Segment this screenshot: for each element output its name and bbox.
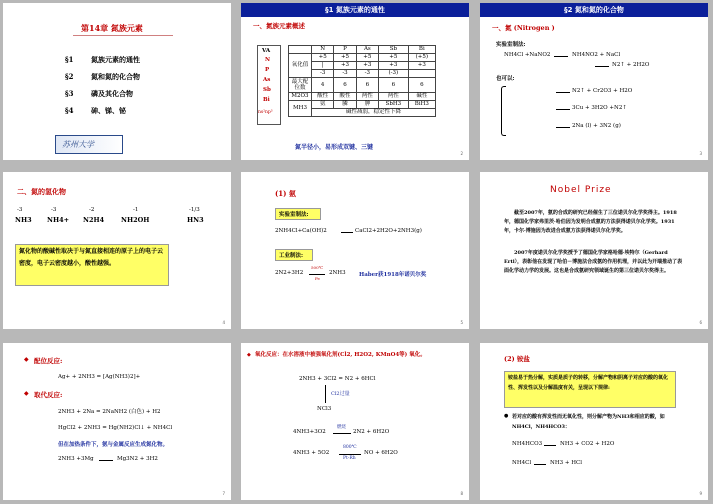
page-number: 6	[699, 320, 702, 325]
nobel-title: Nobel Prize	[550, 185, 612, 195]
equation-3a: 4NH3 + 5O2	[293, 450, 330, 456]
properties-table	[288, 45, 436, 117]
logo-text: 苏州大学	[62, 140, 94, 149]
equation-1a: 2NH4Cl+Ca(OH)2	[275, 228, 327, 234]
slide-9[interactable]	[480, 343, 708, 500]
table-cell: 6	[356, 78, 378, 93]
element-bi: Bi	[263, 97, 270, 103]
table-row	[289, 70, 436, 78]
reaction-arrow	[595, 66, 609, 67]
ox-state: -1	[133, 207, 139, 213]
table-cell: 6	[379, 78, 409, 93]
table-row	[289, 54, 436, 62]
reaction-arrow	[556, 127, 570, 128]
table-header: Sb	[379, 46, 409, 54]
equation-3b: N2↑ + Cr2O3 + H2O	[572, 88, 633, 94]
condition-catalyst: Fe	[315, 276, 320, 281]
equation-1: 2NH3 + 3Cl2 = N2 + 6HCl	[299, 376, 376, 382]
table-cell: 碱性	[408, 93, 435, 101]
reaction-arrow	[556, 109, 570, 110]
industry-method-label: 工业制法:	[279, 253, 304, 259]
slide-1[interactable]	[3, 3, 231, 160]
toc-label-1: 氮族元素的通性	[91, 55, 140, 64]
table-row	[289, 78, 436, 93]
temp-condition: 800℃	[343, 445, 357, 450]
footer-note: 氮半径小，易形成双键、三键	[295, 144, 374, 151]
industry-label-box	[275, 249, 313, 261]
table-cell: -3	[312, 70, 334, 78]
element-n: N	[265, 57, 271, 63]
nobel-paragraph-2: 2007年度诺贝尔化学奖授予了德国化学家格哈德·埃特尔（Gerhard Ertl），表彰他在发现了哈伯－博施法合成氨的作用机理，并以此为开端推动了表面化学动力学的发展。这也是合成氨研究领域诞生的第三位诺贝尔奖得主。	[504, 250, 683, 274]
table-cell: SbH3	[379, 101, 409, 109]
reaction-arrow	[333, 433, 351, 434]
slide-3[interactable]	[480, 3, 708, 160]
group-column	[257, 45, 281, 125]
equation-1a: NH4Cl +NaNO2	[504, 52, 551, 58]
table-cell: +5	[356, 54, 378, 62]
table-cell: +3	[356, 62, 378, 70]
title-underline	[73, 35, 173, 36]
page-number: 8	[460, 491, 463, 496]
table-row	[289, 62, 436, 70]
equation-1a: NH4HCO3	[512, 441, 543, 447]
lab-method-label: 实验室制法:	[496, 42, 526, 48]
table-cell: 酸性	[334, 93, 356, 101]
page-number: 2	[460, 151, 463, 156]
table-cell: -3	[334, 70, 356, 78]
toc-num-1: §1	[65, 55, 74, 64]
equation-2a: 2N2+3H2	[275, 270, 304, 276]
lab-label-box	[275, 208, 321, 220]
substitution-heading: 取代反应:	[34, 391, 63, 399]
equation-1b: NH3 + CO2 + H2O	[560, 441, 615, 447]
table-cell: 膦	[334, 101, 356, 109]
table-cell: (-3)	[379, 70, 409, 78]
equation-3b: NO + 6H2O	[364, 450, 398, 456]
equation-2b: 2N2 + 6H2O	[353, 429, 390, 435]
page-number: 7	[222, 491, 225, 496]
equation-4a: 2NH3 +3Mg	[58, 456, 94, 462]
haber-note: Haber获1918年诺贝尔奖	[359, 272, 427, 278]
burn-condition: 燃烧	[337, 425, 346, 430]
table-cell: 两性	[356, 93, 378, 101]
table-cell: +3	[379, 62, 409, 70]
reaction-arrow	[309, 274, 325, 275]
rule-1: 若对应的酸有挥发性而无氧化性，则分解产物为NH3和相应的酸，如NH4Cl，NH4HCO3：	[512, 414, 665, 430]
down-arrow	[325, 385, 326, 403]
slide-6[interactable]	[480, 172, 708, 329]
table-header: As	[356, 46, 378, 54]
table-cell: -3	[356, 70, 378, 78]
equation-1b: NH4NO2 + NaCl	[572, 52, 621, 58]
chapter-title: 第14章 氮族元素	[81, 23, 143, 33]
condition-temp: 500℃	[311, 265, 324, 270]
equation-5b: 2Na (l) + 3N2 (g)	[572, 123, 621, 129]
table-cell: 胂	[356, 101, 378, 109]
slide-2[interactable]	[241, 3, 469, 160]
page-number: 4	[222, 320, 225, 325]
section-heading: (2) 铵盐	[504, 355, 530, 363]
reaction-arrow	[534, 464, 546, 465]
section-banner: §2 氮和氮的化合物	[480, 3, 708, 17]
table-row	[289, 101, 436, 109]
equation-4b: Mg3N2 + 3H2	[117, 456, 158, 462]
toc-label-4: 砷、锑、铋	[91, 106, 126, 115]
equation-2a: 4NH3+3O2	[293, 429, 326, 435]
acidity-note-box	[15, 244, 169, 286]
equation-2a: NH4Cl	[512, 460, 532, 466]
table-header: P	[334, 46, 356, 54]
toc-label-2: 氮和氮的化合物	[91, 72, 140, 81]
equation-2b: 2NH3	[329, 270, 346, 276]
oxidation-heading: 氧化反应：在水溶液中被强氧化剂(Cl2, H2O2, KMnO4等) 氧化。	[255, 352, 426, 358]
table-cell: +5	[334, 54, 356, 62]
ox-state: -1/3	[189, 207, 200, 213]
equation-2: 2NH3 + 2Na = 2NaNH2 (白色) + H2	[58, 409, 161, 415]
table-cell: +5	[312, 54, 334, 62]
reaction-arrow	[556, 92, 570, 93]
page-number: 9	[699, 491, 702, 496]
equation-brace	[501, 86, 506, 136]
equation-2: N2↑ + 2H2O	[612, 62, 650, 68]
table-cell: 4	[312, 78, 334, 93]
equation-1b: CaCl2+2H2O+2NH3(g)	[355, 228, 422, 234]
hydride-formula: NH4+	[47, 216, 70, 224]
table-cell: 6	[334, 78, 356, 93]
section-banner: §1 氮族元素的通性	[241, 3, 469, 17]
reaction-arrow	[554, 56, 568, 57]
reaction-arrow	[341, 232, 353, 233]
table-header: Bi	[408, 46, 435, 54]
section-heading: (1) 氨	[275, 189, 296, 198]
table-cell: 碱性减弱，稳定性下降	[312, 109, 436, 117]
acidity-note: 氮化物的酸碱性取决于与氮直接相连的原子上的电子云密度，电子云密度越小，酸性越强。	[19, 248, 164, 267]
ox-state: -3	[17, 207, 23, 213]
section-heading: 二、氮的氢化物	[17, 187, 66, 196]
hydride-formula: NH3	[15, 216, 32, 224]
slide-8[interactable]	[241, 343, 469, 500]
row-label: MH3	[289, 101, 312, 117]
ammonium-note: 铵盐易于热分解，实质是质子的转移，分解产物和阴离子对应的酸的氧化性、挥发性以及分解温度有关，呈现以下规律:	[508, 375, 669, 391]
slide-4[interactable]	[3, 172, 231, 329]
table-cell: 两性	[379, 93, 409, 101]
section-heading: 一、氮族元素概述	[253, 22, 305, 30]
equation-4b: 3Cu + 3H2O +N2↑	[572, 105, 627, 111]
equation-2b: NH3 + HCl	[550, 460, 582, 466]
table-header	[289, 46, 312, 54]
lab-method-label: 实验室制法:	[279, 212, 309, 218]
toc-num-3: §3	[65, 89, 74, 98]
table-cell	[408, 70, 435, 78]
table-cell: +3	[408, 62, 435, 70]
reaction-arrow	[339, 454, 361, 455]
catalyst-condition: Pt-Rh	[343, 456, 356, 461]
excess-chlorine: Cl2过量	[331, 391, 350, 397]
toc-label-3: 磷及其化合物	[91, 89, 133, 98]
heating-note: 但在加热条件下，氨与金属反应生成氮化物。	[58, 442, 169, 448]
element-p: P	[265, 67, 270, 73]
slide-7[interactable]	[3, 343, 231, 500]
table-header-row	[289, 46, 436, 54]
coordination-heading: 配位反应:	[34, 357, 63, 365]
also-label: 也可以:	[496, 76, 515, 82]
element-as: As	[263, 77, 271, 83]
bullet-diamond-icon: ◆	[24, 356, 29, 363]
electron-config: ns²np³	[258, 110, 273, 115]
page-number: 5	[460, 320, 463, 325]
equation-1: Ag+ + 2NH3 = [Ag(NH3)2]+	[58, 374, 141, 380]
table-header: N	[312, 46, 334, 54]
group-label: VA	[262, 48, 271, 54]
page-number: 3	[699, 151, 702, 156]
table-row	[289, 93, 436, 101]
bullet-diamond-icon: ◆	[247, 352, 251, 358]
nobel-paragraph-1: 截至2007年，氨的合成的研究已经催生了三位诺贝尔化学奖得主。1918年，德国化学家弗里茨·哈伯因为发明合成氨的方法获得诺贝尔化学奖。1931年，卡尔·博施因为改进合成氨方法获得诺贝尔化学奖。	[504, 210, 677, 234]
row-label: 最大配位数	[289, 78, 312, 93]
table-cell: |	[312, 62, 334, 70]
reaction-arrow	[99, 460, 113, 461]
row-label: M2O3	[289, 93, 312, 101]
table-cell: 酸性	[312, 93, 334, 101]
equation-3: HgCl2 + 2NH3 = Hg(NH2)Cl↓ + NH4Cl	[58, 425, 173, 431]
bullet-diamond-icon: ◆	[24, 390, 29, 397]
university-logo	[55, 135, 123, 154]
table-row	[289, 109, 436, 117]
table-cell: +3	[334, 62, 356, 70]
hydride-formula: N2H4	[83, 216, 105, 224]
reaction-arrow	[544, 445, 556, 446]
slide-5[interactable]	[241, 172, 469, 329]
table-cell: +5	[379, 54, 409, 62]
ox-state: -3	[51, 207, 57, 213]
bullet-dot-icon: ●	[504, 413, 509, 419]
table-cell: BiH3	[408, 101, 435, 109]
row-label: 氧化值	[289, 54, 312, 78]
section-heading: 一、氮 (Nitrogen )	[492, 24, 555, 32]
toc-num-4: §4	[65, 106, 74, 115]
ncl3-product: NCl3	[317, 406, 332, 412]
hydride-formula: HN3	[187, 216, 204, 224]
ammonium-note-box	[504, 371, 676, 408]
hydride-formula: NH2OH	[121, 216, 150, 224]
element-sb: Sb	[263, 87, 271, 93]
ox-state: -2	[89, 207, 95, 213]
table-cell: 6	[408, 78, 435, 93]
table-cell: (+5)	[408, 54, 435, 62]
table-cell: 氨	[312, 101, 334, 109]
toc-num-2: §2	[65, 72, 74, 81]
